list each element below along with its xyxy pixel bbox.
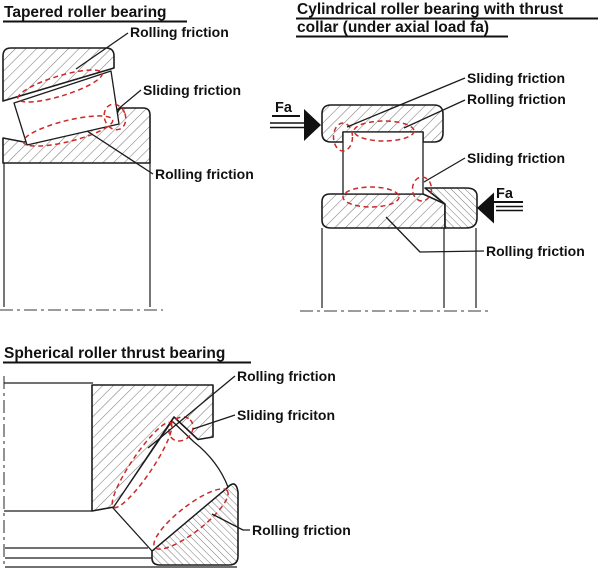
sliding-friction-label: Sliding friction — [143, 82, 241, 98]
cylindrical-title-line1: Cylindrical roller bearing with thrust — [297, 1, 564, 18]
rolling-friction-label: Rolling friction — [130, 24, 229, 40]
sliding-friction-label: Sliding friction — [467, 150, 565, 166]
rolling-friction-label: Rolling friction — [467, 91, 566, 107]
rolling-friction-label: Rolling friction — [155, 166, 254, 182]
fa-load-label: Fa — [496, 186, 513, 202]
tapered-title: Tapered roller bearing — [4, 4, 167, 21]
sliding-friction-label: Sliding friction — [467, 70, 565, 86]
spherical-title: Spherical roller thrust bearing — [4, 345, 226, 362]
cylindrical-title-line2: collar (under axial load fa) — [297, 19, 490, 36]
rolling-friction-label: Rolling friction — [237, 368, 336, 384]
rolling-friction-label: Rolling friction — [252, 522, 351, 538]
rolling-friction-label: Rolling friction — [486, 243, 585, 259]
sliding-friction-label: Sliding friciton — [237, 407, 335, 423]
fa-load-label: Fa — [275, 100, 292, 116]
